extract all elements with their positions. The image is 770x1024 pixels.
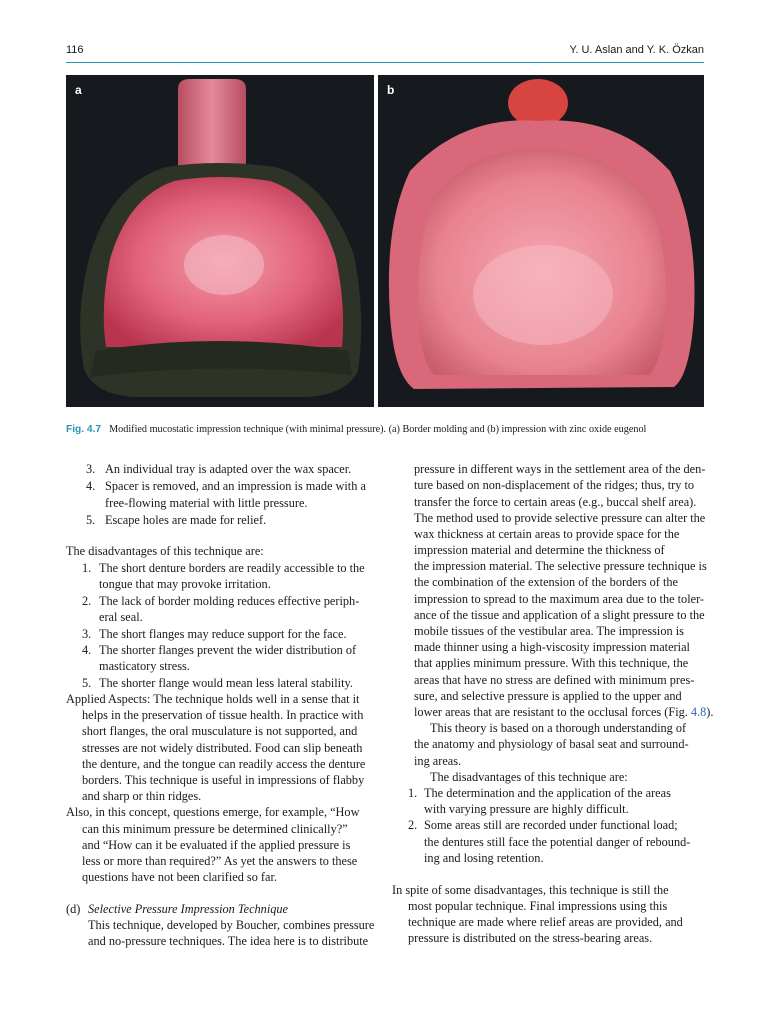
applied-aspects-line: borders. This technique is useful in impressions of flabby [82,773,365,787]
list-item: The shorter flanges prevent the wider distribution of [99,643,357,657]
applied-aspects-line: helps in the preservation of tissue health. In practice with [82,708,364,722]
theory-line: the anatomy and physiology of basal seat and surround- [414,737,689,751]
also-line: can this minimum pressure be determined clinically?” [82,822,348,836]
also-line: Also, in this concept, questions emerge, for example, “How [66,805,360,819]
list-item: The lack of border molding reduces effective periph- [99,594,360,608]
list-item: the dentures still face the potential danger of rebound- [424,835,691,849]
list-item: masticatory stress. [99,659,190,673]
section-label: (d) [66,902,81,916]
paragraph-line: made thinner using a high-viscosity impression material [414,640,690,654]
disadvantages-heading: The disadvantages of this technique are: [430,770,628,784]
also-line: and “How can it be evaluated if the applied pressure is [82,838,351,852]
disadvantages-heading: The disadvantages of this technique are: [66,544,264,558]
header-rule [66,62,704,63]
page-number: 116 [66,44,84,56]
list-number: 5. [86,513,96,527]
list-number: 5. [82,676,92,690]
list-item: Spacer is removed, and an impression is made with a [105,479,366,493]
list-item: The determination and the application of the areas [424,786,671,800]
paragraph-line: the combination of the extension of the borders of the [414,575,678,589]
list-item: ing and losing retention. [424,851,544,865]
figure-reference-link[interactable]: 4.8 [690,705,707,719]
list-item: Some areas still are recorded under functional load; [424,818,678,832]
left-column [66,461,378,951]
running-authors: Y. U. Aslan and Y. K. Özkan [569,44,704,56]
section-line: and no-pressure techniques. The idea here is to distribute [88,934,369,948]
running-header [66,44,704,64]
section-title: Selective Pressure Impression Technique [88,902,289,916]
panel-label-a: a [75,83,82,97]
applied-aspects-line: and sharp or thin ridges. [82,789,202,803]
zinc-oxide-impression-photo [378,75,704,407]
paragraph-line: The method used to provide selective pressure can alter the [414,511,706,525]
applied-aspects-line: short flanges, the oral musculature is not supported, and [82,724,358,738]
list-item: An individual tray is adapted over the wax spacer. [105,462,352,476]
paragraph-line: impression material and determine the thickness of [414,543,665,557]
theory-line: This theory is based on a thorough understanding of [430,721,687,735]
paragraph-line: wax thickness at certain areas to provide space for the [414,527,680,541]
paragraph-line: ance of the tissue and application of a slight pressure to the [414,608,705,622]
section-line: This technique, developed by Boucher, combines pressure [88,918,375,932]
paragraph-line [414,704,713,720]
paragraph-line: areas that have no stress are defined with minimum pres- [414,673,695,687]
panel-label-b: b [387,83,395,97]
paragraph-line: ture based on non-displacement of the ridges; thus, try to [414,478,695,492]
paragraph-line: mobile tissues of the vestibular area. The impression is [414,624,684,638]
list-number: 2. [408,818,418,832]
list-item: The short denture borders are readily accessible to the [99,561,365,575]
list-item: with varying pressure are highly difficult. [424,802,629,816]
list-item: The shorter flange would mean less lateral stability. [99,676,353,690]
list-number: 2. [82,594,92,608]
list-item: tongue that may provoke irritation. [99,577,271,591]
final-line: technique are made where relief areas are provided, and [408,915,683,929]
final-line: most popular technique. Final impressions using this [408,899,668,913]
right-column [392,461,714,951]
list-number: 4. [86,479,96,493]
applied-aspects-line: the denture, and the tongue can readily access the denture [82,757,366,771]
paragraph-line: transfer the force to certain areas (e.g., buccal shelf area). [414,495,697,509]
theory-line: ing areas. [414,754,462,768]
paragraph-line: sure, and selective pressure is applied to the upper and [414,689,682,703]
list-item: Escape holes are made for relief. [105,513,267,527]
paragraph-text: ). [706,705,714,719]
figure-label: Fig. 4.7 [66,424,102,435]
paragraph-line: impression to spread to the maximum area due to the toler- [414,592,705,606]
also-line: less or more than required?” As yet the answers to these [82,854,358,868]
applied-aspects-line: stresses are not widely distributed. Food can slip beneath [82,741,363,755]
caption-text: Modified mucostatic impression technique (with minimal pressure). (a) Border molding and (b) impression with zinc oxide eugenol [109,424,647,435]
list-item: free-flowing material with little pressure. [105,496,308,510]
list-number: 3. [86,462,96,476]
list-number: 3. [82,627,92,641]
list-number: 1. [82,561,92,575]
final-line: In spite of some disadvantages, this technique is still the [392,883,669,897]
paragraph-line: the impression material. The selective pressure technique is [414,559,707,573]
also-line: questions have not been clarified so far. [82,870,277,884]
figure-panel-a [66,75,374,407]
list-item: The short flanges may reduce support for the face. [99,627,347,641]
figure-caption [66,423,706,436]
paragraph-text: lower areas that are resistant to the occlusal forces (Fig. [414,705,691,719]
border-molding-photo [66,75,374,407]
applied-aspects-line: Applied Aspects: The technique holds well in a sense that it [66,692,360,706]
list-item: eral seal. [99,610,143,624]
list-number: 4. [82,643,92,657]
figure-panel-b [378,75,704,407]
list-number: 1. [408,786,418,800]
final-line: pressure is distributed on the stress-bearing areas. [408,931,653,945]
paragraph-line: pressure in different ways in the settlement area of the den- [414,462,706,476]
paragraph-line: that applies minimum pressure. With this technique, the [414,656,689,670]
